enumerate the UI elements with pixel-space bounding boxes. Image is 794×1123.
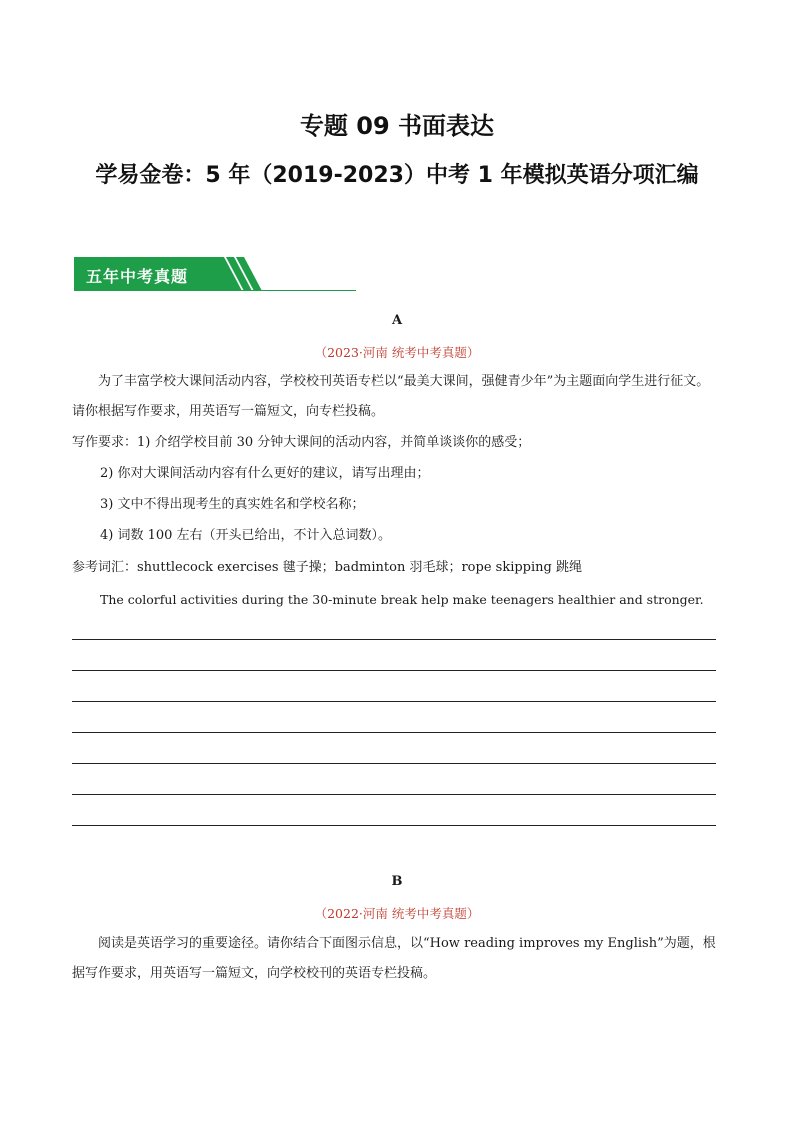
opening-sentence: The colorful activities during the 30-minute break help make teenagers healthier and stronger. [100, 592, 704, 607]
writing-lines [72, 639, 716, 856]
writing-line[interactable] [72, 639, 716, 670]
writing-line[interactable] [72, 701, 716, 732]
section-b-letter: B [391, 874, 403, 889]
writing-line[interactable] [72, 732, 716, 763]
section-b-source: （2022·河南 统考中考真题） [314, 906, 480, 921]
requirement-3: 3) 文中不得出现考生的真实姓名和学校名称； [100, 497, 365, 512]
requirement-2: 2) 你对大课间活动内容有什么更好的建议，请写出理由； [100, 466, 430, 481]
section-a-intro: 为了丰富学校大课间活动内容，学校校刊英语专栏以“最美大课间，强健青少年”为主题面向学生进行征文。请你根据写作要求，用英语写一篇短文，向专栏投稿。 [72, 374, 710, 419]
section-b-intro: 阅读是英语学习的重要途径。请你结合下面图示信息，以“How reading improves my English”为题，根据写作要求，用英语写一篇短文，向学校校刊的英语专栏投稿。 [72, 936, 716, 981]
writing-line[interactable] [72, 794, 716, 825]
section-a-source: （2023·河南 统考中考真题） [314, 345, 480, 360]
page-subtitle: 学易金卷：5 年（2019-2023）中考 1 年模拟英语分项汇编 [95, 163, 699, 188]
section-a-letter: A [391, 313, 403, 328]
page-title: 专题 09 书面表达 [299, 112, 495, 140]
writing-line[interactable] [72, 825, 716, 856]
vocab-line: 参考词汇：shuttlecock exercises 毽子操；badminton 羽毛球；rope skipping 跳绳 [72, 560, 582, 575]
writing-line[interactable] [72, 670, 716, 701]
writing-line[interactable] [72, 763, 716, 794]
section-banner [74, 257, 356, 291]
requirement-4: 4) 词数 100 左右（开头已给出，不计入总词数）。 [100, 528, 392, 543]
requirement-1: 写作要求：1) 介绍学校目前 30 分钟大课间的活动内容，并简单谈谈你的感受； [72, 435, 531, 450]
banner-label: 五年中考真题 [86, 267, 189, 286]
